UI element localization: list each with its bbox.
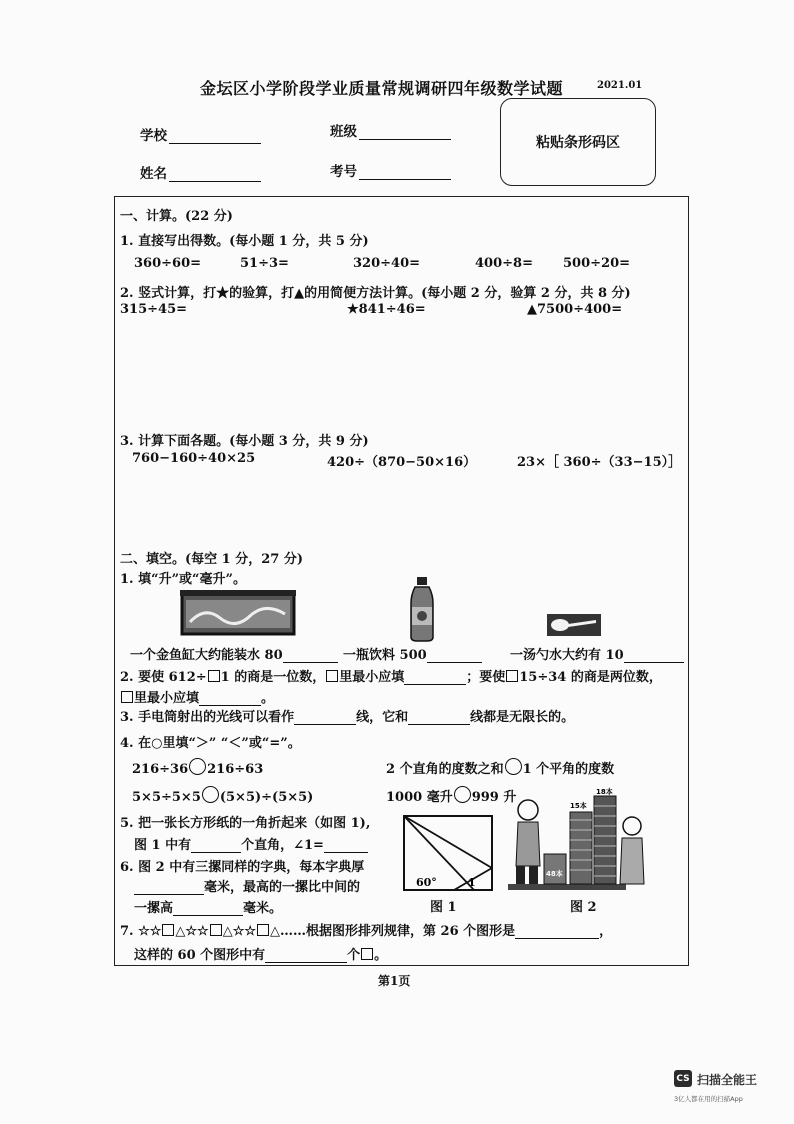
section2-heading: 二、填空。(每空 1 分，27 分)	[120, 552, 304, 567]
s2-q4-stem: 4. 在○里填“＞” “＜”或“=”。	[120, 736, 301, 751]
s2-q4-item: 1000 毫升 999 升	[386, 786, 516, 805]
s1-q3-item: 420÷（870−50×16）	[327, 455, 477, 470]
figure-1-folded-paper	[402, 814, 496, 894]
barcode-area: 粘贴条形码区	[500, 98, 656, 186]
s2-q6-line2: 毫米，最高的一摞比中间的	[134, 876, 360, 895]
square-symbol	[121, 691, 133, 703]
school-field: 学校	[140, 124, 261, 144]
s2-q7-line2: 这样的 60 个图形中有 个 。	[134, 948, 388, 963]
compare-circle	[189, 758, 206, 775]
camscanner-slogan: 3亿人都在用的扫描App	[674, 1095, 743, 1103]
exam-date: 2021.01	[597, 80, 643, 91]
s1-q1-item: 51÷3=	[240, 256, 289, 271]
camscanner-name: 扫描全能王	[697, 1073, 758, 1087]
stack-label-small: 48本	[546, 870, 563, 878]
s1-q3-stem: 3. 计算下面各题。(每小题 3 分，共 9 分)	[120, 434, 369, 449]
s1-q2-stem: 2. 竖式计算，打★的验算，打▲的用简便方法计算。(每小题 2 分，验算 2 分，共 8 分)	[120, 286, 631, 301]
angle-60-label: 60°	[416, 876, 437, 889]
s2-q1-item: 一汤勺水大约有 10	[510, 644, 684, 663]
figure-2-caption: 图 2	[570, 900, 597, 915]
s2-q4-item: 2 个直角的度数之和 1 个平角的度数	[386, 758, 614, 777]
square-symbol	[208, 670, 220, 682]
figure-2-dictionary-stacks	[508, 786, 648, 894]
s1-q1-item: 320÷40=	[353, 256, 421, 271]
soup-spoon-picture	[546, 613, 602, 637]
square-symbol	[361, 948, 373, 960]
compare-circle	[202, 786, 219, 803]
camscanner-logo-icon: CS	[674, 1070, 692, 1087]
s1-q1-item: 400÷8=	[475, 256, 533, 271]
s1-q3-item: 23×［ 360÷（33−15）］	[517, 455, 682, 470]
figure-1-caption: 图 1	[430, 900, 457, 915]
s2-q2-line2: 里最小应填 。	[120, 687, 274, 706]
stack-label-mid: 15本	[570, 802, 587, 810]
square-symbol	[162, 924, 174, 936]
s1-q1-item: 360÷60=	[134, 256, 202, 271]
drink-bottle-picture	[405, 575, 439, 643]
s2-q2-line1: 2. 要使 612÷ 1 的商是一位数， 里最小应填 ；要使 15÷34 的商是两位数，	[120, 670, 662, 685]
stack-label-top: 18本	[596, 788, 613, 796]
s2-q6-line3: 一摞高 毫米。	[134, 901, 283, 916]
square-symbol	[326, 670, 338, 682]
name-field: 姓名	[140, 162, 261, 182]
s2-q7-line1: 7. ☆☆ △☆☆ △☆☆ △……根据图形排列规律，第 26 个图形是 ，	[120, 924, 613, 939]
s1-q1-item: 500÷20=	[563, 256, 631, 271]
compare-circle	[454, 786, 471, 803]
page-number: 第1页	[378, 974, 411, 988]
s2-q1-stem: 1. 填“升”或“毫升”。	[120, 572, 247, 587]
compare-circle	[505, 758, 522, 775]
exam-title: 金坛区小学阶段学业质量常规调研四年级数学试题	[200, 79, 564, 98]
s2-q5-line2: 图 1 中有 个直角，∠1=	[134, 834, 368, 853]
section1-heading: 一、计算。(22 分)	[120, 209, 233, 224]
s1-q2-item: ★841÷46=	[347, 302, 426, 317]
s2-q1-item: 一个金鱼缸大约能装水 80	[130, 644, 338, 663]
exam-no-field: 考号	[330, 160, 451, 180]
s2-q4-item: 5×5÷5×5 (5×5)÷(5×5)	[132, 786, 313, 805]
s1-q3-item: 760−160÷40×25	[132, 451, 256, 466]
s2-q1-item: 一瓶饮料 500	[343, 644, 482, 663]
s2-q5-line1: 5. 把一张长方形纸的一角折起来（如图 1),	[120, 816, 371, 831]
s1-q1-stem: 1. 直接写出得数。(每小题 1 分，共 5 分)	[120, 234, 369, 249]
fish-tank-picture	[180, 588, 298, 638]
square-symbol	[210, 924, 222, 936]
class-field: 班级	[330, 120, 451, 140]
angle-1-label: 1	[468, 876, 476, 889]
s1-q2-item: ▲7500÷400=	[527, 302, 623, 317]
square-symbol	[506, 670, 518, 682]
s1-q2-item: 315÷45=	[120, 302, 188, 317]
s2-q3: 3. 手电筒射出的光线可以看作 线，它和 线都是无限长的。	[120, 710, 575, 725]
square-symbol	[257, 924, 269, 936]
s2-q4-item: 216÷36 216÷63	[132, 758, 263, 777]
s2-q6-line1: 6. 图 2 中有三摞同样的字典，每本字典厚	[120, 860, 365, 875]
